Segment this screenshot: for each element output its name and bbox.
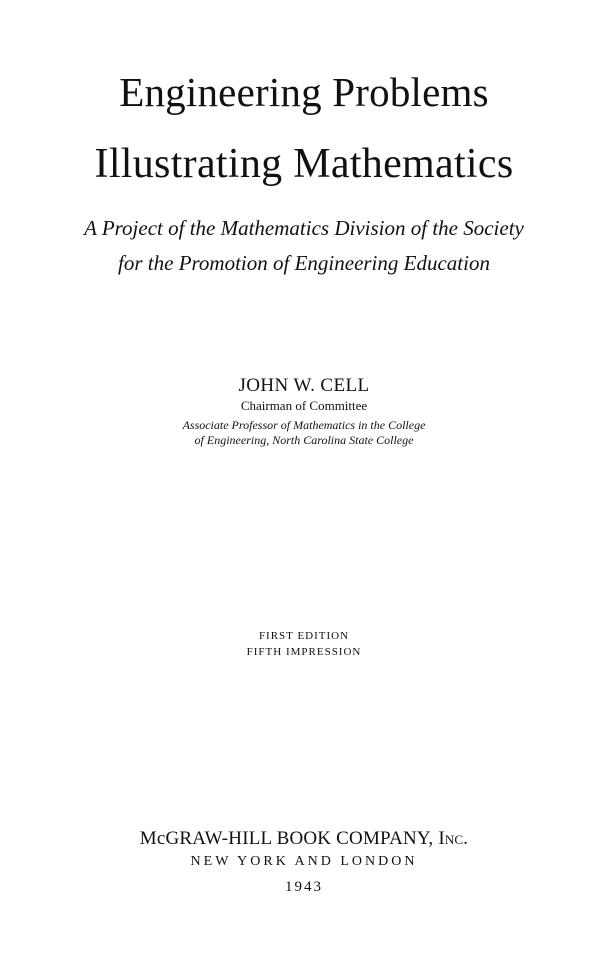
subtitle-line-1: A Project of the Mathematics Division of the Society <box>84 216 524 240</box>
author-role: Chairman of Committee <box>240 398 368 413</box>
subtitle-line-2: for the Promotion of Engineering Education <box>118 251 490 275</box>
publisher-place: NEW YORK AND LONDON <box>190 854 418 869</box>
book-title-line-1: Engineering Problems <box>119 69 489 115</box>
publisher-suffix: Inc. <box>438 828 469 849</box>
publisher-company: McGRAW-HILL BOOK COMPANY, <box>139 828 434 849</box>
publication-year: 1943 <box>285 879 323 895</box>
publisher-name <box>0 829 608 848</box>
author-affiliation-line-1: Associate Professor of Mathematics in the College <box>182 418 426 432</box>
edition-line: FIRST EDITION <box>258 630 350 642</box>
author-name: JOHN W. CELL <box>238 375 370 396</box>
impression-line: FIFTH IMPRESSION <box>246 646 362 658</box>
book-title-line-2: Illustrating Mathematics <box>94 141 514 187</box>
author-affiliation-line-2: of Engineering, North Carolina State College <box>194 433 414 447</box>
